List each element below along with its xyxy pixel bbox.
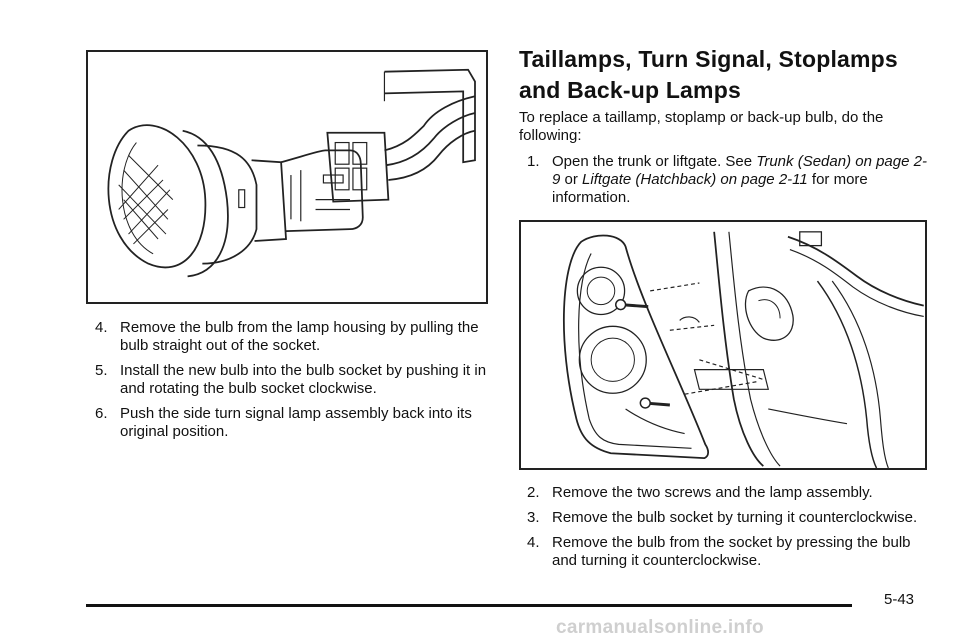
step-text: Remove the bulb socket by turning it counterclockwise. bbox=[552, 509, 918, 526]
step-number: 1. bbox=[527, 153, 540, 170]
right-step-list-bottom bbox=[527, 484, 927, 577]
step-text: Install the new bulb into the bulb socket by pushing it in and rotating the bulb socket clockwise. bbox=[120, 362, 487, 397]
step-text: Remove the bulb from the lamp housing by pulling the bulb straight out of the socket. bbox=[120, 319, 479, 354]
step-number: 4. bbox=[95, 319, 108, 336]
page-number: 5-43 bbox=[884, 591, 915, 608]
trunk-page-reference[interactable]: Trunk (Sedan) on page 2-9 bbox=[552, 153, 927, 188]
right-step-list-top bbox=[527, 153, 927, 214]
side-lamp-drawing bbox=[88, 52, 486, 302]
step-number: 4. bbox=[527, 534, 540, 551]
step-text: or bbox=[560, 171, 583, 188]
step-4-right bbox=[527, 534, 927, 570]
left-step-list bbox=[95, 319, 495, 448]
step-2 bbox=[527, 484, 927, 502]
side-lamp-bulb-illustration bbox=[86, 50, 488, 304]
step-text: Open the trunk or liftgate. See bbox=[552, 153, 757, 170]
section-intro: To replace a taillamp, stoplamp or back-up bulb, do the following: bbox=[519, 109, 884, 144]
step-text: for more information. bbox=[552, 171, 868, 206]
step-6 bbox=[95, 405, 495, 441]
taillamp-assembly-illustration bbox=[519, 220, 927, 470]
footer-rule bbox=[86, 604, 852, 607]
watermark: carmanualsonline.info bbox=[556, 617, 764, 638]
step-text: Remove the bulb from the socket by pressing the bulb and turning it counterclockwise. bbox=[552, 534, 911, 569]
step-number: 6. bbox=[95, 405, 108, 422]
step-text: Remove the two screws and the lamp assembly. bbox=[552, 484, 873, 501]
section-title: Taillamps, Turn Signal, Stoplamps and Back-up Lamps bbox=[519, 46, 898, 103]
step-4 bbox=[95, 319, 495, 355]
step-3 bbox=[527, 509, 927, 527]
step-number: 5. bbox=[95, 362, 108, 379]
step-number: 2. bbox=[527, 484, 540, 501]
step-1 bbox=[527, 153, 927, 207]
step-5 bbox=[95, 362, 495, 398]
liftgate-page-reference[interactable]: Liftgate (Hatchback) on page 2-11 bbox=[582, 171, 808, 188]
step-number: 3. bbox=[527, 509, 540, 526]
step-text: Push the side turn signal lamp assembly back into its original position. bbox=[120, 405, 472, 440]
taillamp-drawing bbox=[521, 222, 925, 468]
